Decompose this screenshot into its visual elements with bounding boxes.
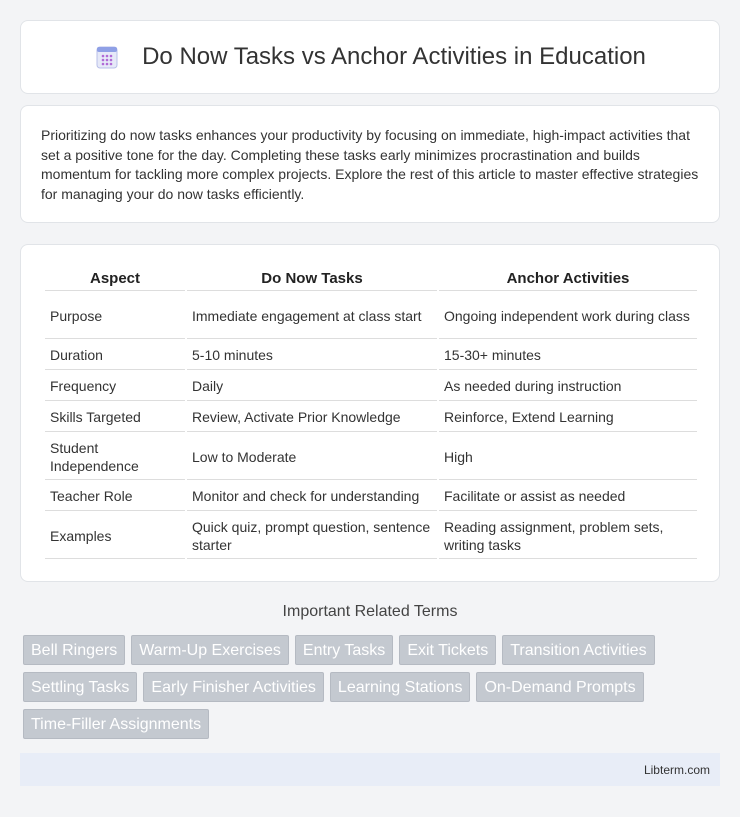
header-anchor-activities: Anchor Activities (439, 267, 697, 291)
cell-aspect: Student Independence (45, 434, 185, 480)
cell-anchor: High (439, 434, 697, 480)
header-do-now-tasks: Do Now Tasks (187, 267, 437, 291)
header-card (20, 20, 720, 94)
term-tag-exit-tickets[interactable]: Exit Tickets (399, 635, 496, 665)
comparison-table (43, 265, 699, 561)
cell-do-now: Immediate engagement at class start (187, 293, 437, 339)
intro-card (20, 105, 720, 223)
header-aspect: Aspect (45, 267, 185, 291)
table-row (45, 341, 697, 370)
term-tag-settling-tasks[interactable]: Settling Tasks (23, 672, 137, 702)
cell-do-now: 5-10 minutes (187, 341, 437, 370)
intro-paragraph: Prioritizing do now tasks enhances your productivity by focusing on immediate, high-impact activities that set a positive tone for the day. Completing these tasks early minimizes procrastination and builds momentum for tackling more complex projects. Explore the rest of this article to master effective strategies for managing your do now tasks efficiently. (41, 127, 699, 202)
cell-aspect: Frequency (45, 372, 185, 401)
page-title: Do Now Tasks vs Anchor Activities in Education (142, 43, 646, 70)
cell-anchor: 15-30+ minutes (439, 341, 697, 370)
cell-aspect: Duration (45, 341, 185, 370)
cell-do-now: Daily (187, 372, 437, 401)
related-terms-heading: Important Related Terms (282, 603, 458, 620)
related-terms-list (23, 635, 713, 739)
term-tag-entry-tasks[interactable]: Entry Tasks (295, 635, 393, 665)
table-row (45, 482, 697, 511)
cell-anchor: Reinforce, Extend Learning (439, 403, 697, 432)
cell-aspect: Purpose (45, 293, 185, 339)
cell-do-now: Monitor and check for understanding (187, 482, 437, 511)
cell-do-now: Quick quiz, prompt question, sentence starter (187, 513, 437, 559)
term-tag-early-finisher-activities[interactable]: Early Finisher Activities (143, 672, 324, 702)
comparison-table-card (20, 244, 720, 582)
table-row (45, 372, 697, 401)
cell-do-now: Review, Activate Prior Knowledge (187, 403, 437, 432)
cell-anchor: As needed during instruction (439, 372, 697, 401)
cell-anchor: Facilitate or assist as needed (439, 482, 697, 511)
cell-aspect: Examples (45, 513, 185, 559)
footer (20, 753, 720, 786)
term-tag-transition-activities[interactable]: Transition Activities (502, 635, 654, 665)
table-row (45, 293, 697, 339)
table-row (45, 434, 697, 480)
term-tag-on-demand-prompts[interactable]: On-Demand Prompts (476, 672, 643, 702)
term-tag-bell-ringers[interactable]: Bell Ringers (23, 635, 125, 665)
table-header-row (45, 267, 697, 291)
cell-anchor: Reading assignment, problem sets, writing tasks (439, 513, 697, 559)
cell-anchor: Ongoing independent work during class (439, 293, 697, 339)
table-row (45, 403, 697, 432)
cell-aspect: Teacher Role (45, 482, 185, 511)
term-tag-warm-up-exercises[interactable]: Warm-Up Exercises (131, 635, 289, 665)
document-list-icon (94, 44, 120, 70)
term-tag-learning-stations[interactable]: Learning Stations (330, 672, 471, 702)
footer-site-link[interactable]: Libterm.com (643, 762, 710, 777)
table-row (45, 513, 697, 559)
cell-do-now: Low to Moderate (187, 434, 437, 480)
cell-aspect: Skills Targeted (45, 403, 185, 432)
term-tag-time-filler-assignments[interactable]: Time-Filler Assignments (23, 709, 209, 739)
